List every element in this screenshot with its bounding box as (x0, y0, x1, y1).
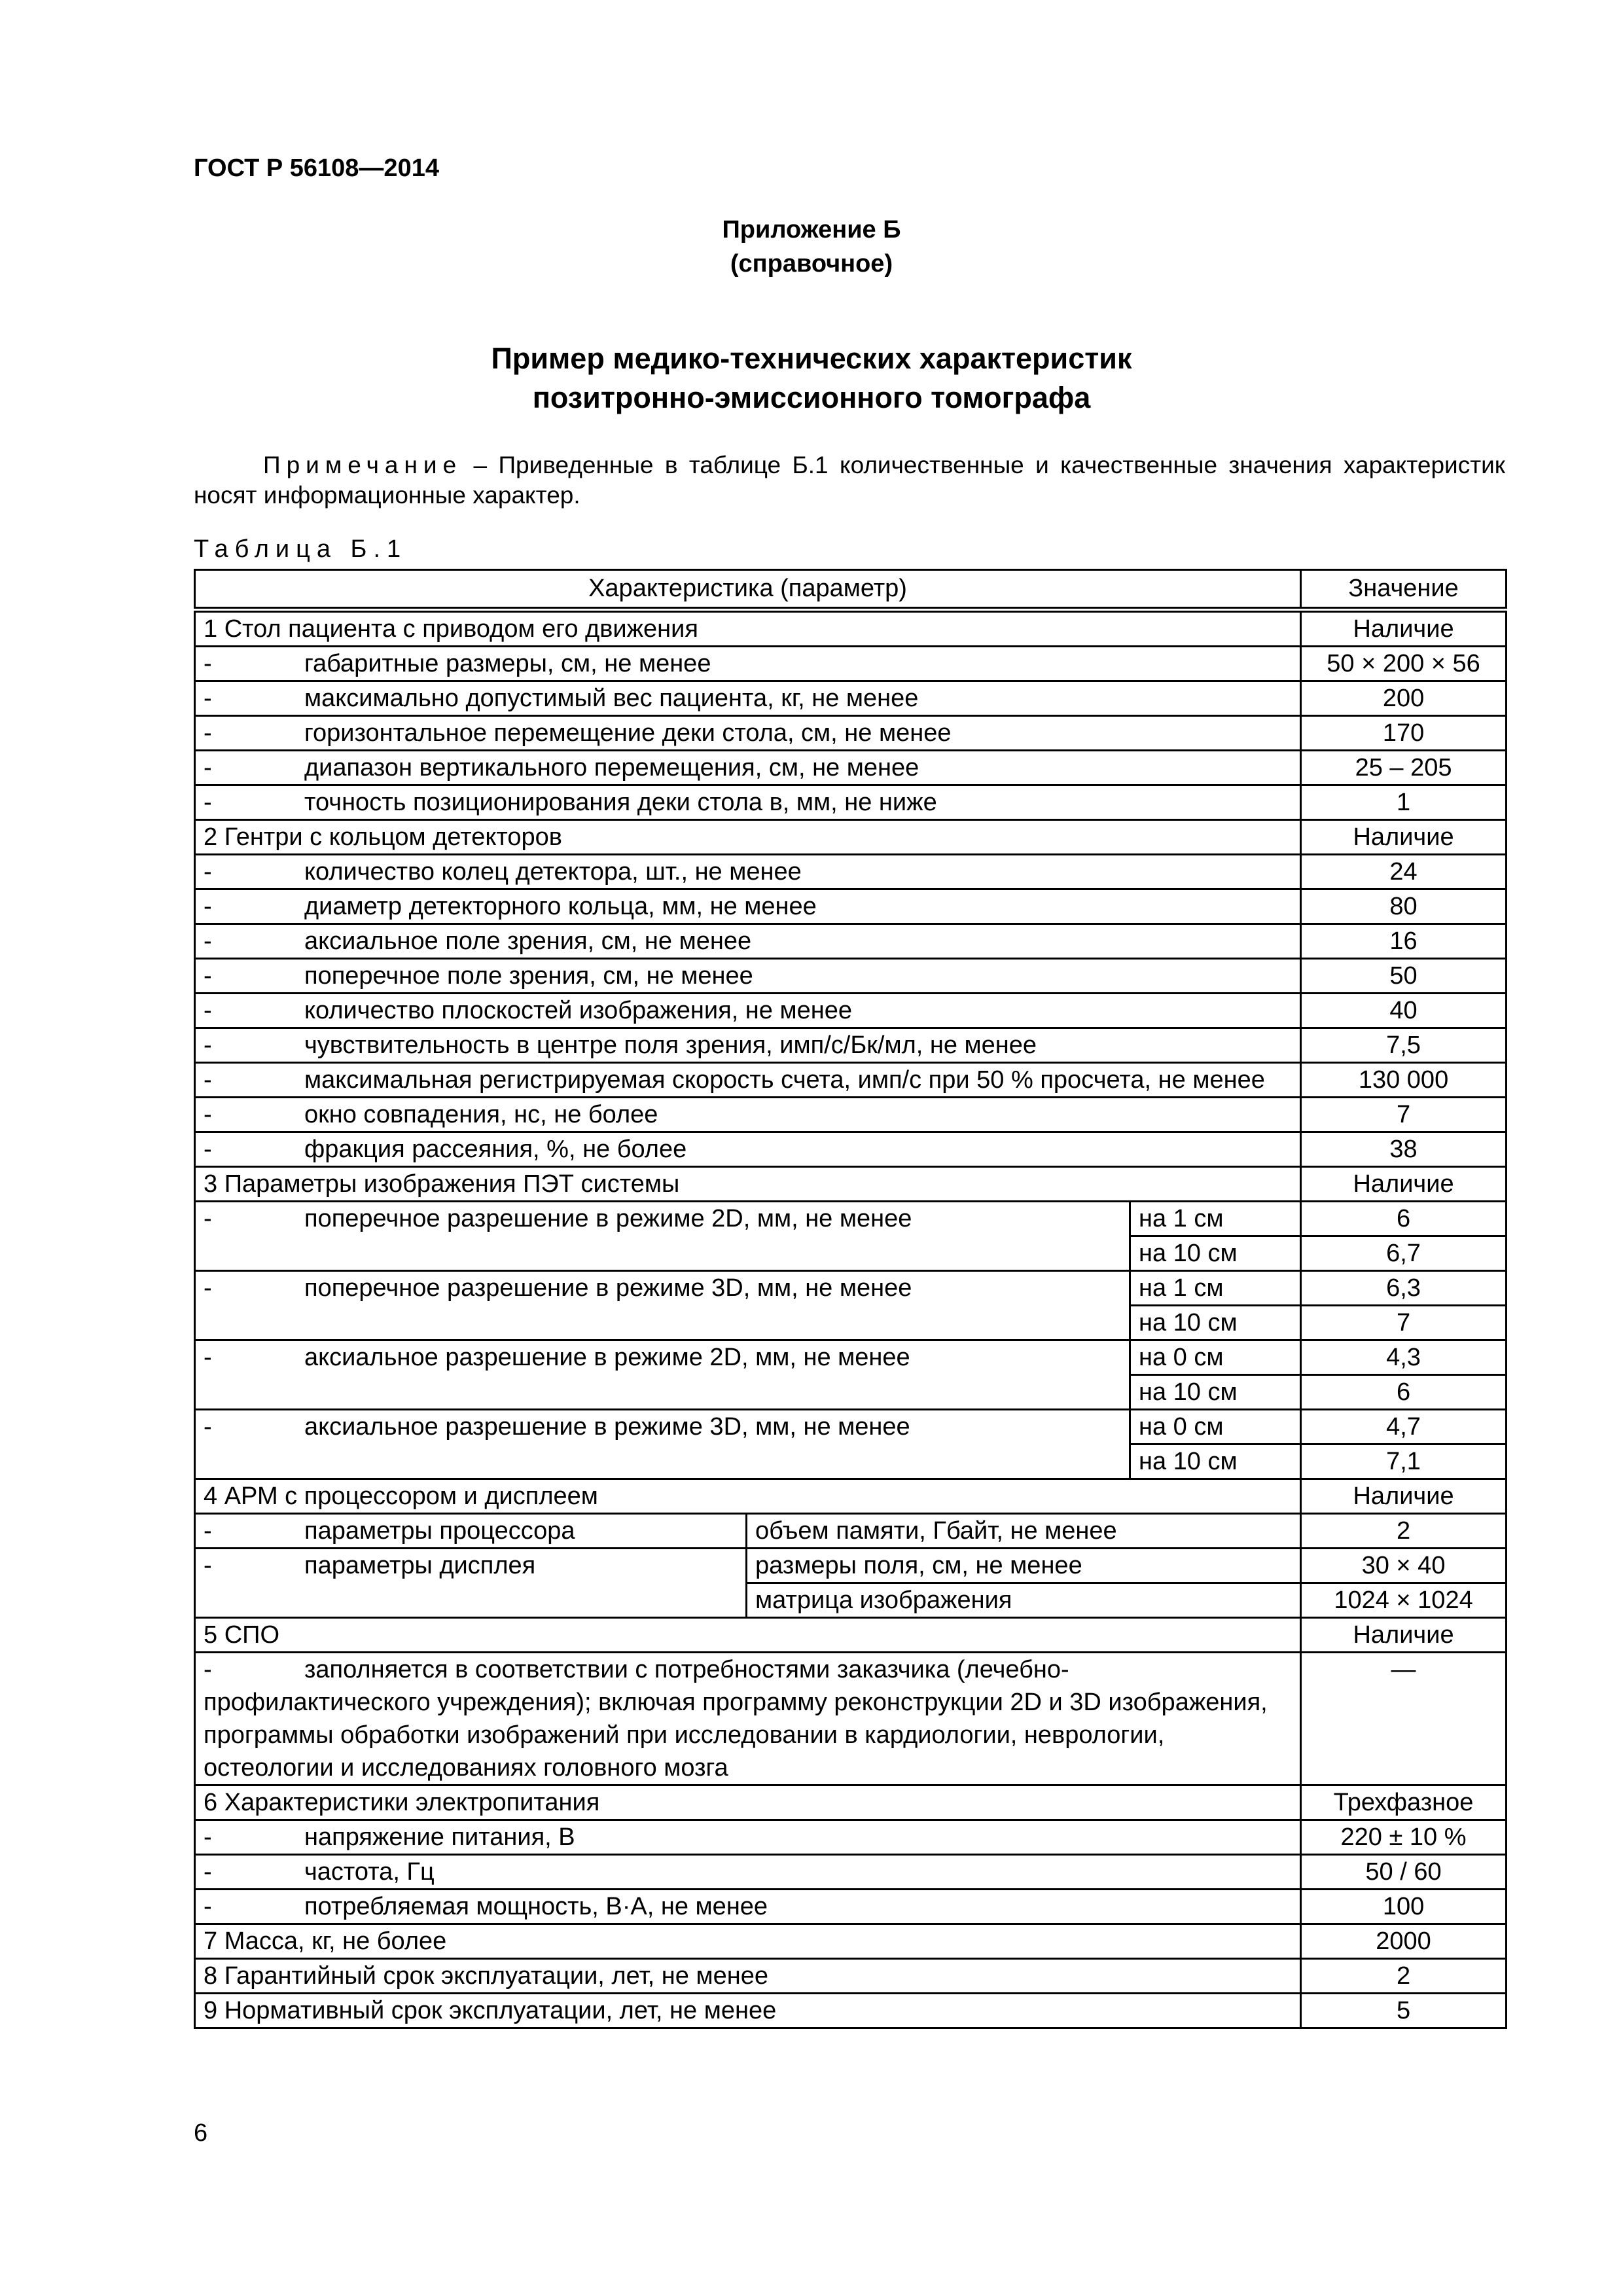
table-row (195, 889, 1507, 924)
table-caption: Таблица Б.1 (194, 535, 408, 563)
dash-marker: - (204, 962, 212, 990)
param-cell (195, 1410, 1130, 1479)
value-cell: 4,3 (1301, 1340, 1507, 1375)
appendix-type: (справочное) (730, 250, 893, 278)
dash-marker: - (204, 1344, 212, 1371)
dash-marker: - (204, 1205, 212, 1232)
param-label: аксиальное разрешение в режиме 3D, мм, не менее (304, 1413, 910, 1441)
param-label: поперечное поле зрения, см, не менее (304, 962, 753, 990)
table-header (195, 570, 1507, 610)
value-cell: 6 (1301, 1202, 1507, 1236)
value-cell: 24 (1301, 855, 1507, 889)
table-row (195, 1063, 1507, 1098)
dash-marker: - (204, 1413, 212, 1441)
param-cell (195, 924, 1301, 959)
param-label: аксиальное поле зрения, см, не менее (304, 927, 752, 955)
section-label: 6 Характеристики электропитания (195, 1785, 1301, 1820)
param-label: окно совпадения, нс, не более (304, 1101, 658, 1128)
value-cell: 7 (1301, 1098, 1507, 1132)
table-row (195, 1410, 1507, 1444)
sub-param-cell: на 10 см (1130, 1444, 1301, 1479)
note (194, 450, 1505, 511)
value-cell: 7,1 (1301, 1444, 1507, 1479)
sub-param-cell: на 1 см (1130, 1271, 1301, 1306)
section-label: 7 Масса, кг, не более (195, 1924, 1301, 1959)
param-label: параметры дисплея (304, 1552, 536, 1579)
value-cell: Наличие (1301, 610, 1507, 647)
param-label: напряжение питания, В (304, 1823, 575, 1851)
value-cell: Наличие (1301, 1167, 1507, 1202)
document-code: ГОСТ Р 56108—2014 (194, 154, 439, 182)
param-cell (195, 647, 1301, 681)
dash-marker: - (204, 1893, 212, 1920)
param-cell (195, 994, 1301, 1028)
section-row (195, 1994, 1507, 2028)
dash-marker: - (204, 1517, 212, 1545)
param-label: габаритные размеры, см, не менее (304, 650, 711, 677)
table-row (195, 1132, 1507, 1167)
value-cell: 220 ± 10 % (1301, 1820, 1507, 1855)
param-cell (195, 1549, 747, 1618)
param-cell (195, 1098, 1301, 1132)
dash-marker: - (204, 858, 212, 886)
value-cell: 2 (1301, 1959, 1507, 1994)
param-cell (195, 785, 1301, 820)
param-cell (195, 889, 1301, 924)
table-row (195, 1855, 1507, 1890)
value-cell: 5 (1301, 1994, 1507, 2028)
section-row (195, 1618, 1507, 1653)
param-cell (195, 855, 1301, 889)
param-cell (195, 1132, 1301, 1167)
table-row (195, 924, 1507, 959)
value-cell: 7,5 (1301, 1028, 1507, 1063)
value-cell: 30 × 40 (1301, 1549, 1507, 1583)
value-cell: 2000 (1301, 1924, 1507, 1959)
param-label: диаметр детекторного кольца, мм, не менее (304, 893, 817, 920)
param-label: заполняется в соответствии с потребностями заказчика (лечебно-профилактического учреждения); включая программу реконструкции 2D и 3D изображения, программы обработки изображений при исследовании в кардиологии, неврологии, остеологии и исследованиях головного мозга (204, 1656, 1268, 1782)
section-label: 4 АРМ с процессором и дисплеем (195, 1479, 1301, 1514)
value-cell: — (1301, 1653, 1507, 1785)
param-cell (195, 1340, 1130, 1410)
appendix-label: Приложение Б (722, 216, 901, 243)
title-line-1: Пример медико-технических характеристик (491, 342, 1132, 375)
value-cell: 16 (1301, 924, 1507, 959)
table-row (195, 1028, 1507, 1063)
value-cell: 40 (1301, 994, 1507, 1028)
table-row (195, 855, 1507, 889)
dash-marker: - (204, 754, 212, 781)
param-cell (195, 1271, 1130, 1340)
value-cell: 1024 × 1024 (1301, 1583, 1507, 1618)
param-label: максимально допустимый вес пациента, кг, не менее (304, 685, 919, 712)
section-row (195, 1924, 1507, 1959)
param-label: потребляемая мощность, В·А, не менее (304, 1893, 768, 1920)
section-label: 1 Стол пациента с приводом его движения (195, 610, 1301, 647)
table-row (195, 1514, 1507, 1549)
param-cell (195, 751, 1301, 785)
header-value: Значение (1301, 570, 1507, 610)
section-row (195, 610, 1507, 647)
param-label: поперечное разрешение в режиме 2D, мм, не менее (304, 1205, 912, 1232)
param-cell (195, 1514, 747, 1549)
page-number: 6 (194, 2119, 208, 2147)
value-cell: 170 (1301, 716, 1507, 751)
value-cell: 1 (1301, 785, 1507, 820)
param-label: параметры процессора (304, 1517, 575, 1545)
table-row (195, 1890, 1507, 1924)
table-row (195, 1271, 1507, 1306)
table-row (195, 716, 1507, 751)
param-label: диапазон вертикального перемещения, см, не менее (304, 754, 919, 781)
section-label: 2 Гентри с кольцом детекторов (195, 820, 1301, 855)
table-row (195, 751, 1507, 785)
table-row (195, 681, 1507, 716)
param-label: количество плоскостей изображения, не менее (304, 997, 852, 1024)
dash-marker: - (204, 927, 212, 955)
param-label: фракция рассеяния, %, не более (304, 1136, 687, 1163)
value-cell: Наличие (1301, 1618, 1507, 1653)
section-row (195, 1785, 1507, 1820)
table-row (195, 1820, 1507, 1855)
dash-marker: - (204, 1136, 212, 1163)
param-cell (195, 1653, 1301, 1785)
value-cell: 50 × 200 × 56 (1301, 647, 1507, 681)
dash-marker: - (204, 719, 212, 747)
sub-param-cell: на 0 см (1130, 1340, 1301, 1375)
dash-marker: - (204, 650, 212, 677)
table-row (195, 1202, 1507, 1236)
value-cell: 6,7 (1301, 1236, 1507, 1271)
param-cell (195, 1028, 1301, 1063)
dash-marker: - (204, 1823, 212, 1851)
value-cell: 6,3 (1301, 1271, 1507, 1306)
value-cell: 200 (1301, 681, 1507, 716)
dash-marker: - (204, 1656, 212, 1683)
dash-marker: - (204, 789, 212, 816)
param-cell (195, 959, 1301, 994)
section-label: 5 СПО (195, 1618, 1301, 1653)
param-label: максимальная регистрируемая скорость счета, имп/с при 50 % просчета, не менее (304, 1066, 1265, 1094)
dash-marker: - (204, 1101, 212, 1128)
param-cell (195, 716, 1301, 751)
header-param: Характеристика (параметр) (195, 570, 1301, 610)
section-row (195, 1479, 1507, 1514)
section-label: 3 Параметры изображения ПЭТ системы (195, 1167, 1301, 1202)
sub-param-cell: размеры поля, см, не менее (747, 1549, 1301, 1583)
sub-param-cell: на 1 см (1130, 1202, 1301, 1236)
dash-marker: - (204, 685, 212, 712)
value-cell: 7 (1301, 1306, 1507, 1340)
section-row (195, 820, 1507, 855)
param-cell (195, 1063, 1301, 1098)
sub-param-cell: на 10 см (1130, 1375, 1301, 1410)
sub-param-cell: матрица изображения (747, 1583, 1301, 1618)
table-row (195, 647, 1507, 681)
dash-marker: - (204, 893, 212, 920)
value-cell: 80 (1301, 889, 1507, 924)
param-label: чувствительность в центре поля зрения, имп/с/Бк/мл, не менее (304, 1031, 1037, 1059)
param-label: количество колец детектора, шт., не менее (304, 858, 802, 886)
value-cell: Наличие (1301, 1479, 1507, 1514)
table-row (195, 785, 1507, 820)
value-cell: 25 – 205 (1301, 751, 1507, 785)
param-label: поперечное разрешение в режиме 3D, мм, не менее (304, 1274, 912, 1302)
table-row (195, 1098, 1507, 1132)
section-row (195, 1959, 1507, 1994)
param-cell (195, 1820, 1301, 1855)
value-cell: Наличие (1301, 820, 1507, 855)
param-cell (195, 1202, 1130, 1271)
dash-marker: - (204, 1274, 212, 1302)
param-cell (195, 1855, 1301, 1890)
value-cell: 130 000 (1301, 1063, 1507, 1098)
param-cell (195, 681, 1301, 716)
sub-param-cell: на 0 см (1130, 1410, 1301, 1444)
table-row (195, 1340, 1507, 1375)
sub-param-cell: на 10 см (1130, 1236, 1301, 1271)
dash-marker: - (204, 1552, 212, 1579)
value-cell: 50 (1301, 959, 1507, 994)
value-cell: Трехфазное (1301, 1785, 1507, 1820)
note-label: Примечание (263, 452, 463, 478)
param-label: аксиальное разрешение в режиме 2D, мм, не менее (304, 1344, 910, 1371)
dash-marker: - (204, 1031, 212, 1059)
value-cell: 100 (1301, 1890, 1507, 1924)
title-line-2: позитронно-эмиссионного томографа (532, 381, 1091, 414)
section-row (195, 1167, 1507, 1202)
param-cell (195, 1890, 1301, 1924)
param-label: точность позиционирования деки стола в, мм, не ниже (304, 789, 937, 816)
sub-param-cell: на 10 см (1130, 1306, 1301, 1340)
value-cell: 6 (1301, 1375, 1507, 1410)
param-label: частота, Гц (304, 1858, 435, 1886)
value-cell: 38 (1301, 1132, 1507, 1167)
table-row (195, 1653, 1507, 1785)
param-label: горизонтальное перемещение деки стола, см, не менее (304, 719, 952, 747)
dash-marker: - (204, 1858, 212, 1886)
section-label: 9 Нормативный срок эксплуатации, лет, не менее (195, 1994, 1301, 2028)
table-row (195, 959, 1507, 994)
dash-marker: - (204, 1066, 212, 1094)
table-row (195, 1549, 1507, 1583)
spec-table (194, 569, 1507, 2029)
value-cell: 2 (1301, 1514, 1507, 1549)
sub-param-cell: объем памяти, Гбайт, не менее (747, 1514, 1301, 1549)
value-cell: 50 / 60 (1301, 1855, 1507, 1890)
section-label: 8 Гарантийный срок эксплуатации, лет, не менее (195, 1959, 1301, 1994)
dash-marker: - (204, 997, 212, 1024)
value-cell: 4,7 (1301, 1410, 1507, 1444)
note-text: – Приведенные в таблице Б.1 количественные и качественные значения характеристик носят информационные характер. (194, 452, 1505, 509)
table-row (195, 994, 1507, 1028)
